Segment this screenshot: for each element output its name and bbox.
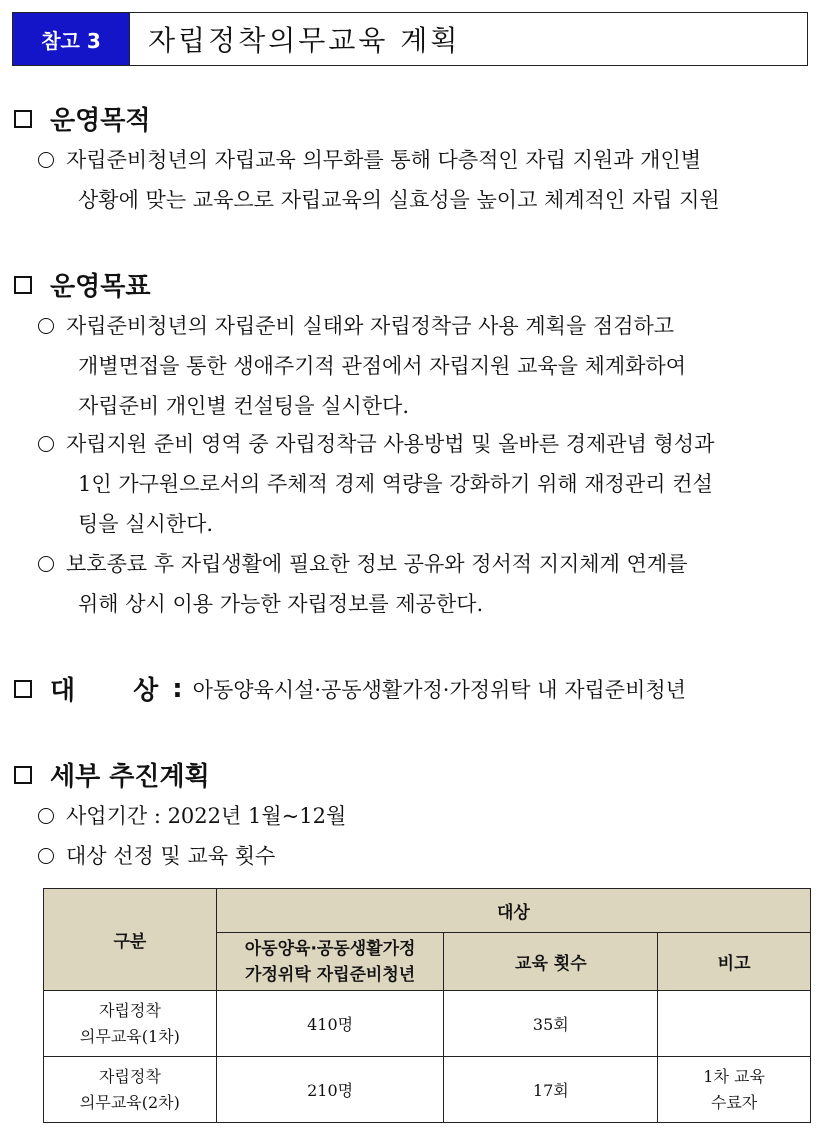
row-note [658, 991, 811, 1057]
goal-bullet [38, 306, 686, 426]
row-count: 210명 [216, 1057, 444, 1123]
row-name [44, 991, 217, 1057]
circle-bullet-icon [38, 436, 54, 452]
square-bullet-icon [14, 680, 32, 698]
bullet-line: 상황에 맞는 교육으로 자립교육의 실효성을 높이고 체계적인 자립 지원 [78, 188, 720, 212]
circle-bullet-icon [38, 808, 54, 824]
bullet-line [38, 140, 810, 180]
header-target-group [216, 933, 444, 991]
goal-bullet [38, 544, 687, 624]
bullet-text: 대상 선정 및 교육 횟수 [66, 844, 276, 868]
square-bullet-icon [14, 110, 32, 128]
square-bullet-icon [14, 766, 32, 784]
row-note [658, 1057, 811, 1123]
heading-text-b: 상 [133, 676, 159, 706]
bullet-line: 자립준비 개인별 컨설팅을 실시한다. [78, 394, 409, 418]
bullet-line: 팅을 실시한다. [78, 512, 214, 536]
purpose-bullet [38, 140, 810, 220]
square-bullet-icon [14, 276, 32, 294]
heading-colon: : [172, 673, 183, 704]
bullet-line: 1인 가구원으로서의 주체적 경제 역량을 강화하기 위해 재정관리 컨설 [78, 472, 713, 496]
row-name [44, 1057, 217, 1123]
heading-text: 운영목표 [50, 272, 151, 302]
table-row [44, 991, 811, 1057]
header-line: 가정위탁 자립준비청년 [245, 964, 416, 985]
bullet-text: 보호종료 후 자립생활에 필요한 정보 공유와 정서적 지지체계 연계를 [66, 552, 688, 576]
bullet-text: 자립지원 준비 영역 중 자립정착금 사용방법 및 올바른 경제관념 형성과 [66, 432, 715, 456]
plan-bullet [38, 836, 275, 876]
heading-text: 운영목적 [50, 106, 151, 136]
cell-line: 수료자 [710, 1092, 758, 1112]
bullet-text: 자립준비청년의 자립준비 실태와 자립정착금 사용 계획을 점검하고 [66, 314, 675, 338]
header-note: 비고 [658, 933, 811, 991]
header-category: 구분 [44, 889, 217, 991]
reference-tag: 참고 3 [13, 13, 130, 65]
table-row [44, 1057, 811, 1123]
section-heading-target [14, 670, 686, 707]
circle-bullet-icon [38, 848, 54, 864]
bullet-line: 위해 상시 이용 가능한 자립정보를 제공한다. [78, 592, 484, 616]
cell-line: 의무교육(1차) [79, 1026, 180, 1046]
document-title-box [12, 12, 808, 66]
bullet-text: 자립준비청년의 자립교육 의무화를 통해 다층적인 자립 지원과 개인별 [66, 148, 702, 172]
heading-text: 세부 추진계획 [50, 762, 210, 792]
header-sessions: 교육 횟수 [444, 933, 658, 991]
cell-line: 자립정착 [98, 1000, 161, 1020]
document-title: 자립정착의무교육 계획 [148, 24, 461, 57]
education-plan-table [43, 888, 811, 1123]
circle-bullet-icon [38, 152, 54, 168]
bullet-text: 사업기간 : 2022년 1월~12월 [66, 804, 347, 828]
plan-bullet [38, 796, 346, 836]
section-heading-plan [14, 756, 210, 793]
circle-bullet-icon [38, 556, 54, 572]
heading-text-a: 대 [50, 676, 76, 706]
goal-bullet [38, 424, 714, 544]
cell-line: 의무교육(2차) [79, 1092, 180, 1112]
row-count: 410명 [216, 991, 444, 1057]
section-heading-goal [14, 266, 150, 303]
cell-line: 자립정착 [98, 1066, 161, 1086]
cell-line: 1차 교육 [703, 1066, 765, 1086]
row-sessions: 17회 [444, 1057, 658, 1123]
bullet-line: 개별면접을 통한 생애주기적 관점에서 자립지원 교육을 체계화하여 [78, 354, 687, 378]
row-sessions: 35회 [444, 991, 658, 1057]
header-target: 대상 [216, 889, 810, 933]
target-text: 아동양육시설·공동생활가정·가정위탁 내 자립준비청년 [192, 677, 686, 702]
section-heading-purpose [14, 100, 150, 137]
circle-bullet-icon [38, 318, 54, 334]
header-line: 아동양육·공동생활가정 [244, 938, 416, 959]
